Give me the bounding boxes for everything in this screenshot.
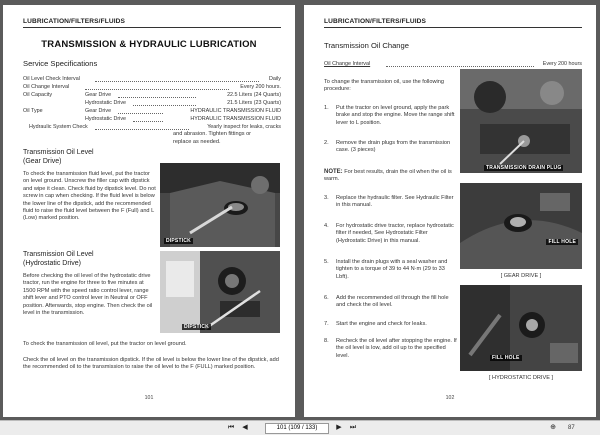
hydrostatic-drive-text: Before checking the oil level of the hydrostatic drive tractor, run the engine for three to five minutes at 1500 RPM with the speed ratio control lever, range shift lever and PTO control lever in Neutral or OFF position. Afterwards, stop engine. Then check the oil level in the transmission.	[23, 273, 153, 317]
spec-row: Oil Type Gear Drive HYDRAULIC TRANSMISSION FLUID	[23, 108, 281, 114]
step-item: 5. Install the drain plugs with a seal washer and tighten to a torque of 39 to 44 N·m (29 to 33 Lbft).	[324, 259, 448, 280]
dipstick-photo-hydrostatic	[160, 251, 280, 333]
spec-row: Oil Capacity Gear Drive 22.5 Liters (24 Quarts)	[23, 92, 281, 98]
spec-row: Oil Change Interval Every 200 hours	[324, 61, 582, 67]
viewer-toolbar	[0, 420, 600, 435]
section-title: TRANSMISSION & HYDRAULIC LUBRICATION	[41, 39, 257, 50]
page-number: 102	[445, 395, 455, 401]
step-item: 1. Put the tractor on level ground, apply the park brake and stop the engine. Move the range shift lever to L position.	[324, 105, 455, 126]
step-item: 2. Remove the drain plugs from the transmission case. (3 pieces)	[324, 140, 451, 154]
photo-label: DIPSTICK	[166, 238, 191, 244]
page-number-input[interactable]	[265, 423, 329, 434]
spec-row: Hydrostatic Drive 21.5 Liters (23 Quarts)	[85, 100, 281, 106]
fill-hole-hydrostatic-photo	[460, 285, 582, 371]
photo-label: FILL HOLE	[548, 239, 576, 245]
paragraph: To check the transmission oil level, put the tractor on level ground.	[23, 341, 187, 347]
photo-label: DIPSTICK	[184, 324, 209, 330]
zoom-icon[interactable]: ⊕	[550, 424, 556, 431]
page-number: 101	[144, 395, 154, 401]
drain-plug-photo	[460, 69, 582, 173]
spec-row: Oil Change Interval Every 200 hours.	[23, 84, 281, 90]
step-item: 8. Recheck the oil level after stopping the engine. If the oil level is low, add oil up to the specified level.	[324, 338, 457, 359]
dipstick-image	[160, 163, 280, 247]
section-title: Transmission Oil Change	[324, 41, 409, 50]
gear-drive-text: To check the transmission fluid level, put the tractor on level ground. Unscrew the filler cap with dipstick and wipe it clean. Check fluid by dipstick level. Do not screw in cap when checking. If the fluid level is below the lower line of the dipstick, add the recommended fluid to raise the fluid level between the F (Full) and L (Low) marked position.	[23, 171, 156, 222]
intro-text: To change the transmission oil, use the following procedure:	[324, 79, 445, 93]
fill-hole-gear-photo	[460, 183, 582, 269]
step-item: 7. Start the engine and check for leaks.	[324, 321, 427, 327]
spec-row: Hydrostatic Drive HYDRAULIC TRANSMISSION FLUID	[85, 116, 281, 122]
step-item: 6. Add the recommended oil through the fill hole and check the oil level.	[324, 295, 449, 309]
zoom-level[interactable]: 87	[568, 425, 575, 431]
right-page	[304, 5, 596, 417]
spec-row: Hydraulic System Check Yearly inspect for leaks, cracks	[29, 124, 281, 130]
photo-label: TRANSMISSION DRAIN PLUG	[486, 165, 562, 171]
next-page-button[interactable]: ▶	[336, 424, 342, 431]
photo-caption: [ HYDROSTATIC DRIVE ]	[488, 375, 554, 381]
note: NOTE: For best results, drain the oil when the oil is warm.	[324, 169, 452, 183]
drain-plug-image	[460, 69, 582, 173]
page-header: LUBRICATION/FILTERS/FLUIDS	[23, 18, 281, 28]
first-page-button[interactable]: ⏮	[227, 424, 235, 431]
spec-value-line: replace as needed.	[173, 139, 221, 145]
last-page-button[interactable]: ⏭	[349, 424, 357, 431]
dipstick-image	[160, 251, 280, 333]
step-item: 3. Replace the hydraulic filter. See Hydraulic Filter in this manual.	[324, 195, 454, 209]
spec-value-line: and abrasion. Tighten fittings or	[173, 131, 252, 137]
gear-drive-heading: Transmission Oil Level (Gear Drive)	[23, 149, 94, 165]
prev-page-button[interactable]: ◀	[242, 424, 248, 431]
paragraph: Check the oil level on the transmission dipstick. If the oil level is below the lower line of the dipstick, add the recommended oil to the transmission to raise the oil level to the F (FULL) marked position.	[23, 357, 279, 371]
photo-caption: [ GEAR DRIVE ]	[500, 273, 542, 279]
fill-hole-image	[460, 183, 582, 269]
page-header: LUBRICATION/FILTERS/FLUIDS	[324, 18, 582, 28]
service-specs-heading: Service Specifications	[23, 59, 98, 68]
left-page	[3, 5, 295, 417]
photo-label: FILL HOLE	[492, 355, 520, 361]
dipstick-photo	[160, 163, 280, 247]
step-item: 4. For hydrostatic drive tractor, replace hydrostatic filter if needed, See Hydrostatic Filter (Hydrostatic Drive) in this manual.	[324, 223, 454, 244]
hydrostatic-drive-heading: Transmission Oil Level (Hydrostatic Drive)	[23, 251, 94, 267]
spec-row: Oil Level Check Interval Daily	[23, 76, 281, 82]
